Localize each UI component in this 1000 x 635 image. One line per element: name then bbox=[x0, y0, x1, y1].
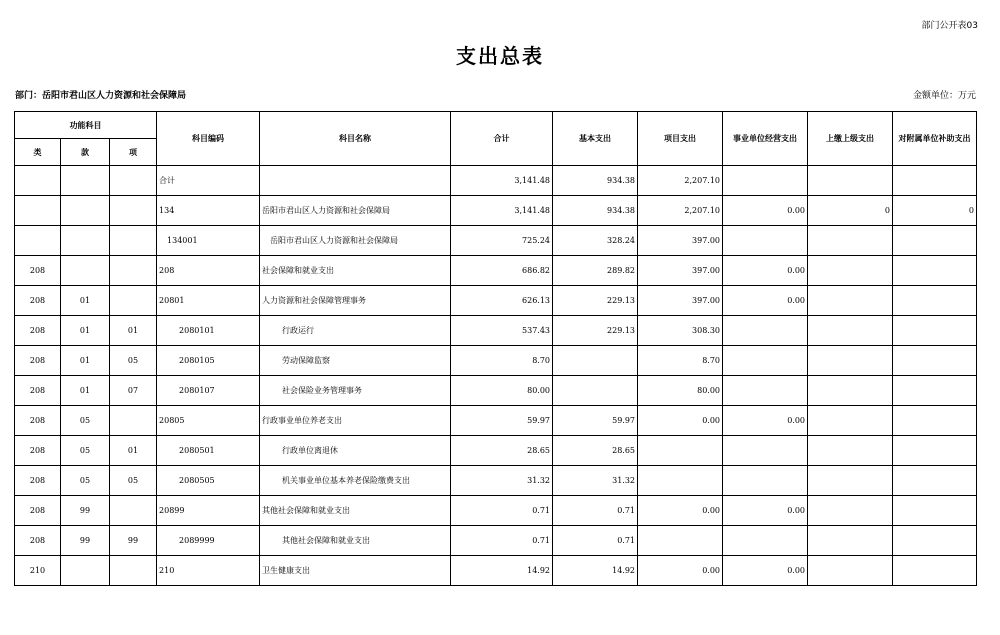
cell-business: 0.00 bbox=[723, 406, 808, 436]
cell-total: 3,141.48 bbox=[451, 166, 553, 196]
cell-kuan: 01 bbox=[61, 346, 110, 376]
cell-kuan: 99 bbox=[61, 496, 110, 526]
cell-total: 537.43 bbox=[451, 316, 553, 346]
table-row bbox=[15, 406, 977, 436]
cell-name: 岳阳市君山区人力资源和社会保障局 bbox=[260, 226, 451, 256]
cell-total: 626.13 bbox=[451, 286, 553, 316]
cell-xiang bbox=[110, 286, 157, 316]
header-lei: 类 bbox=[15, 139, 61, 166]
cell-kuan: 05 bbox=[61, 436, 110, 466]
cell-subsidy bbox=[893, 556, 977, 586]
table-row bbox=[15, 376, 977, 406]
cell-code: 2080501 bbox=[157, 436, 260, 466]
cell-business bbox=[723, 526, 808, 556]
cell-basic bbox=[553, 346, 638, 376]
cell-name: 机关事业单位基本养老保险缴费支出 bbox=[260, 466, 451, 496]
cell-lei bbox=[15, 226, 61, 256]
cell-business: 0.00 bbox=[723, 556, 808, 586]
cell-xiang bbox=[110, 196, 157, 226]
cell-lei: 208 bbox=[15, 376, 61, 406]
cell-project: 8.70 bbox=[638, 346, 723, 376]
cell-name: 行政单位离退休 bbox=[260, 436, 451, 466]
header-kuan: 款 bbox=[61, 139, 110, 166]
table-row bbox=[15, 286, 977, 316]
cell-xiang bbox=[110, 256, 157, 286]
cell-xiang bbox=[110, 406, 157, 436]
cell-project: 0.00 bbox=[638, 496, 723, 526]
cell-total: 8.70 bbox=[451, 346, 553, 376]
cell-code: 2080101 bbox=[157, 316, 260, 346]
cell-code: 2080505 bbox=[157, 466, 260, 496]
cell-kuan: 05 bbox=[61, 466, 110, 496]
cell-business bbox=[723, 436, 808, 466]
cell-upper bbox=[808, 556, 893, 586]
cell-subsidy bbox=[893, 256, 977, 286]
cell-upper bbox=[808, 406, 893, 436]
cell-kuan bbox=[61, 166, 110, 196]
cell-name: 卫生健康支出 bbox=[260, 556, 451, 586]
cell-project: 0.00 bbox=[638, 556, 723, 586]
cell-code: 2080105 bbox=[157, 346, 260, 376]
header-business-expenditure: 事业单位经营支出 bbox=[723, 112, 808, 166]
cell-xiang: 07 bbox=[110, 376, 157, 406]
cell-total: 28.65 bbox=[451, 436, 553, 466]
cell-business bbox=[723, 376, 808, 406]
cell-project: 80.00 bbox=[638, 376, 723, 406]
cell-upper bbox=[808, 166, 893, 196]
cell-subsidy bbox=[893, 406, 977, 436]
cell-lei: 208 bbox=[15, 346, 61, 376]
cell-basic: 59.97 bbox=[553, 406, 638, 436]
cell-xiang: 05 bbox=[110, 466, 157, 496]
cell-total: 686.82 bbox=[451, 256, 553, 286]
cell-total: 14.92 bbox=[451, 556, 553, 586]
cell-basic bbox=[553, 376, 638, 406]
cell-project: 397.00 bbox=[638, 286, 723, 316]
cell-subsidy bbox=[893, 466, 977, 496]
cell-subsidy bbox=[893, 496, 977, 526]
cell-business bbox=[723, 316, 808, 346]
cell-upper bbox=[808, 466, 893, 496]
cell-code: 20805 bbox=[157, 406, 260, 436]
cell-xiang bbox=[110, 556, 157, 586]
table-row bbox=[15, 466, 977, 496]
cell-name: 其他社会保障和就业支出 bbox=[260, 496, 451, 526]
header-upper-payment: 上缴上级支出 bbox=[808, 112, 893, 166]
cell-business bbox=[723, 466, 808, 496]
cell-upper bbox=[808, 346, 893, 376]
cell-total: 31.32 bbox=[451, 466, 553, 496]
cell-business: 0.00 bbox=[723, 256, 808, 286]
expenditure-table bbox=[14, 111, 977, 586]
cell-subsidy bbox=[893, 166, 977, 196]
cell-xiang: 05 bbox=[110, 346, 157, 376]
cell-total: 59.97 bbox=[451, 406, 553, 436]
cell-upper bbox=[808, 376, 893, 406]
cell-lei: 208 bbox=[15, 316, 61, 346]
cell-xiang bbox=[110, 496, 157, 526]
cell-business: 0.00 bbox=[723, 286, 808, 316]
cell-total: 0.71 bbox=[451, 526, 553, 556]
cell-subsidy: 0 bbox=[893, 196, 977, 226]
table-row bbox=[15, 226, 977, 256]
cell-upper bbox=[808, 286, 893, 316]
cell-code: 合计 bbox=[157, 166, 260, 196]
cell-name: 其他社会保障和就业支出 bbox=[260, 526, 451, 556]
cell-name: 社会保险业务管理事务 bbox=[260, 376, 451, 406]
cell-name: 劳动保障监察 bbox=[260, 346, 451, 376]
cell-code: 208 bbox=[157, 256, 260, 286]
cell-code: 2080107 bbox=[157, 376, 260, 406]
header-basic-expenditure: 基本支出 bbox=[553, 112, 638, 166]
header-total: 合计 bbox=[451, 112, 553, 166]
cell-kuan: 99 bbox=[61, 526, 110, 556]
cell-total: 0.71 bbox=[451, 496, 553, 526]
cell-lei: 208 bbox=[15, 526, 61, 556]
cell-basic: 0.71 bbox=[553, 496, 638, 526]
department-label: 部门：岳阳市君山区人力资源和社会保障局 bbox=[15, 91, 187, 101]
cell-code: 134 bbox=[157, 196, 260, 226]
cell-kuan: 05 bbox=[61, 406, 110, 436]
cell-kuan: 01 bbox=[61, 316, 110, 346]
cell-project: 308.30 bbox=[638, 316, 723, 346]
cell-basic: 229.13 bbox=[553, 316, 638, 346]
cell-kuan: 01 bbox=[61, 286, 110, 316]
cell-code: 20899 bbox=[157, 496, 260, 526]
cell-xiang bbox=[110, 226, 157, 256]
cell-upper bbox=[808, 496, 893, 526]
table-row bbox=[15, 346, 977, 376]
table-row bbox=[15, 436, 977, 466]
page-title: 支出总表 bbox=[456, 44, 544, 68]
header-subject-code: 科目编码 bbox=[157, 112, 260, 166]
cell-name: 人力资源和社会保障管理事务 bbox=[260, 286, 451, 316]
cell-xiang: 01 bbox=[110, 436, 157, 466]
cell-subsidy bbox=[893, 316, 977, 346]
cell-subsidy bbox=[893, 346, 977, 376]
cell-lei: 208 bbox=[15, 466, 61, 496]
cell-basic: 229.13 bbox=[553, 286, 638, 316]
cell-upper bbox=[808, 316, 893, 346]
cell-name bbox=[260, 166, 451, 196]
header-subsidy: 对附属单位补助支出 bbox=[893, 112, 977, 166]
cell-project bbox=[638, 436, 723, 466]
cell-name: 行政事业单位养老支出 bbox=[260, 406, 451, 436]
cell-subsidy bbox=[893, 286, 977, 316]
table-row bbox=[15, 256, 977, 286]
table-row bbox=[15, 526, 977, 556]
cell-xiang bbox=[110, 166, 157, 196]
cell-project: 397.00 bbox=[638, 256, 723, 286]
cell-total: 80.00 bbox=[451, 376, 553, 406]
cell-subsidy bbox=[893, 376, 977, 406]
cell-code: 134001 bbox=[157, 226, 260, 256]
cell-project: 0.00 bbox=[638, 406, 723, 436]
cell-basic: 289.82 bbox=[553, 256, 638, 286]
cell-lei bbox=[15, 166, 61, 196]
cell-project: 2,207.10 bbox=[638, 196, 723, 226]
cell-upper bbox=[808, 526, 893, 556]
cell-project: 397.00 bbox=[638, 226, 723, 256]
cell-code: 2089999 bbox=[157, 526, 260, 556]
table-row bbox=[15, 556, 977, 586]
table-header bbox=[15, 112, 977, 166]
cell-business bbox=[723, 166, 808, 196]
amount-unit-label: 金额单位：万元 bbox=[912, 91, 976, 101]
cell-business bbox=[723, 226, 808, 256]
cell-name: 岳阳市君山区人力资源和社会保障局 bbox=[260, 196, 451, 226]
cell-basic: 934.38 bbox=[553, 196, 638, 226]
cell-business: 0.00 bbox=[723, 496, 808, 526]
form-number: 部门公开表03 bbox=[921, 21, 978, 31]
cell-lei: 208 bbox=[15, 286, 61, 316]
cell-code: 210 bbox=[157, 556, 260, 586]
cell-upper bbox=[808, 256, 893, 286]
cell-upper bbox=[808, 436, 893, 466]
header-subject-name: 科目名称 bbox=[260, 112, 451, 166]
cell-business: 0.00 bbox=[723, 196, 808, 226]
cell-kuan bbox=[61, 196, 110, 226]
header-xiang: 项 bbox=[110, 139, 157, 166]
cell-name: 行政运行 bbox=[260, 316, 451, 346]
cell-name: 社会保障和就业支出 bbox=[260, 256, 451, 286]
cell-subsidy bbox=[893, 226, 977, 256]
header-project-expenditure: 项目支出 bbox=[638, 112, 723, 166]
cell-kuan: 01 bbox=[61, 376, 110, 406]
cell-lei: 208 bbox=[15, 406, 61, 436]
cell-basic: 14.92 bbox=[553, 556, 638, 586]
table-row bbox=[15, 496, 977, 526]
cell-basic: 328.24 bbox=[553, 226, 638, 256]
cell-lei: 208 bbox=[15, 256, 61, 286]
cell-project bbox=[638, 526, 723, 556]
cell-lei: 208 bbox=[15, 496, 61, 526]
cell-project bbox=[638, 466, 723, 496]
cell-project: 2,207.10 bbox=[638, 166, 723, 196]
cell-subsidy bbox=[893, 526, 977, 556]
cell-xiang: 99 bbox=[110, 526, 157, 556]
cell-basic: 934.38 bbox=[553, 166, 638, 196]
cell-total: 3,141.48 bbox=[451, 196, 553, 226]
cell-subsidy bbox=[893, 436, 977, 466]
cell-kuan bbox=[61, 226, 110, 256]
cell-upper: 0 bbox=[808, 196, 893, 226]
cell-lei: 208 bbox=[15, 436, 61, 466]
table-row bbox=[15, 166, 977, 196]
cell-lei bbox=[15, 196, 61, 226]
cell-upper bbox=[808, 226, 893, 256]
cell-basic: 28.65 bbox=[553, 436, 638, 466]
cell-kuan bbox=[61, 556, 110, 586]
cell-kuan bbox=[61, 256, 110, 286]
table-row bbox=[15, 316, 977, 346]
cell-total: 725.24 bbox=[451, 226, 553, 256]
cell-lei: 210 bbox=[15, 556, 61, 586]
header-function-subject: 功能科目 bbox=[15, 112, 157, 139]
table-body bbox=[15, 166, 977, 586]
cell-basic: 0.71 bbox=[553, 526, 638, 556]
table-row bbox=[15, 196, 977, 226]
cell-code: 20801 bbox=[157, 286, 260, 316]
cell-business bbox=[723, 346, 808, 376]
cell-basic: 31.32 bbox=[553, 466, 638, 496]
cell-xiang: 01 bbox=[110, 316, 157, 346]
